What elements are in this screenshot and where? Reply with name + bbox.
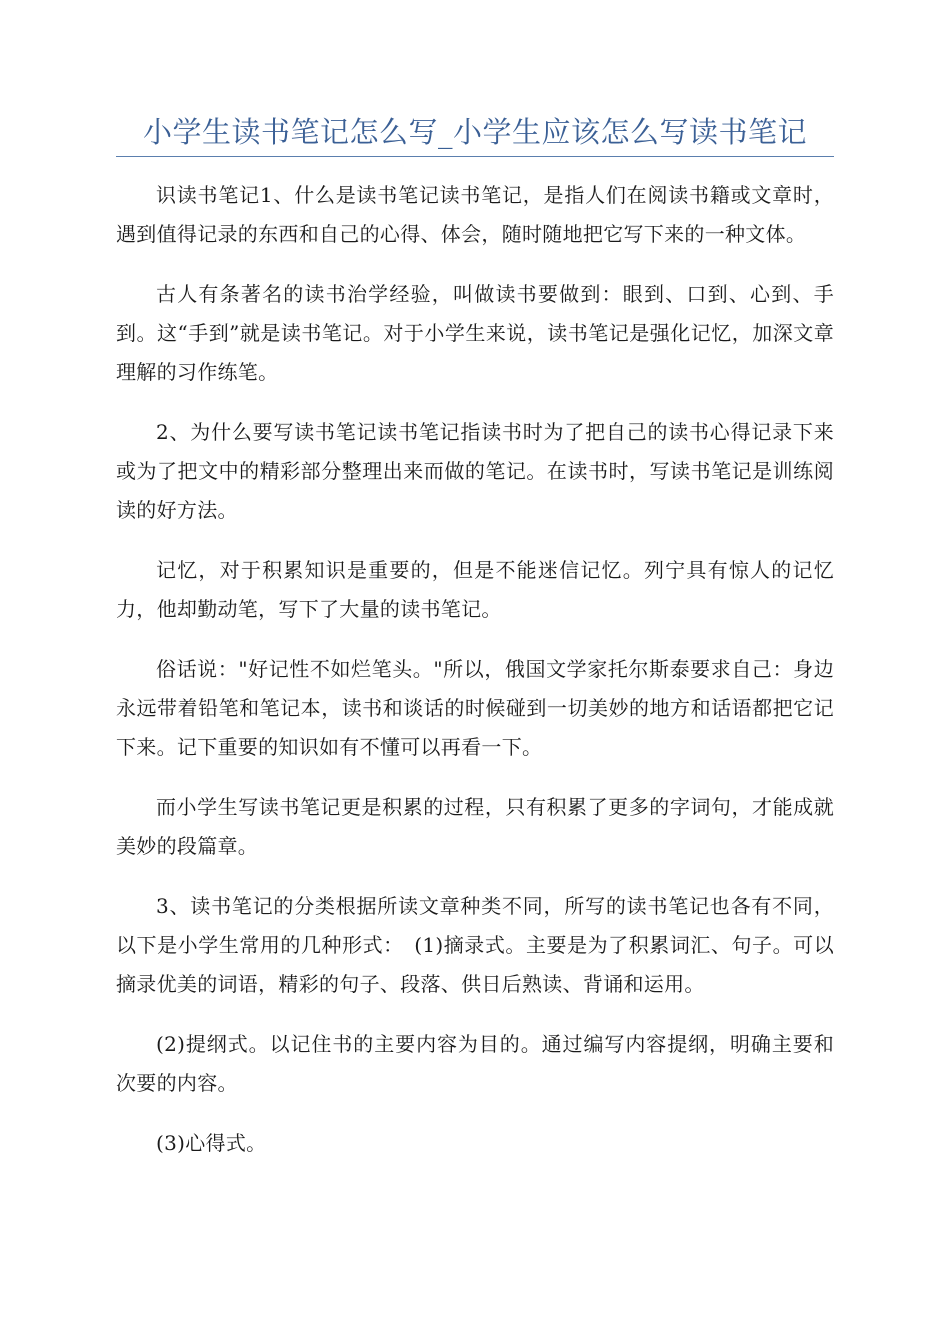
paragraph-6: 而小学生写读书笔记更是积累的过程，只有积累了更多的字词句，才能成就美妙的段篇章。 [116, 795, 834, 858]
document-title: 小学生读书笔记怎么写_小学生应该怎么写读书笔记 [142, 115, 807, 149]
paragraph-1: 识读书笔记1、什么是读书笔记读书笔记，是指人们在阅读书籍或文章时，遇到值得记录的东西和自己的心得、体会，随时随地把它写下来的一种文体。 [116, 183, 834, 246]
paragraph-4: 记忆，对于积累知识是重要的，但是不能迷信记忆。列宁具有惊人的记忆力，他却勤动笔，写下了大量的读书笔记。 [116, 558, 834, 621]
paragraph-2: 古人有条著名的读书治学经验，叫做读书要做到：眼到、口到、心到、手到。这“手到”就是读书笔记。对于小学生来说，读书笔记是强化记忆，加深文章理解的习作练笔。 [116, 282, 834, 384]
title-block [116, 112, 834, 157]
document-body [116, 176, 834, 1184]
paragraph-8: (2)提纲式。以记住书的主要内容为目的。通过编写内容提纲，明确主要和次要的内容。 [116, 1032, 834, 1095]
paragraph-5: 俗话说："好记性不如烂笔头。"所以，俄国文学家托尔斯泰要求自己：身边永远带着铅笔和笔记本，读书和谈话的时候碰到一切美妙的地方和话语都把它记下来。记下重要的知识如有不懂可以再看一下。 [116, 657, 834, 759]
paragraph-7: 3、读书笔记的分类根据所读文章种类不同，所写的读书笔记也各有不同，以下是小学生常用的几种形式： (1)摘录式。主要是为了积累词汇、句子。可以摘录优美的词语，精彩的句子、段落、供日后熟读、背诵和运用。 [116, 894, 834, 996]
paragraph-9: (3)心得式。 [156, 1131, 267, 1155]
paragraph-3: 2、为什么要写读书笔记读书笔记指读书时为了把自己的读书心得记录下来或为了把文中的精彩部分整理出来而做的笔记。在读书时，写读书笔记是训练阅读的好方法。 [116, 420, 834, 522]
